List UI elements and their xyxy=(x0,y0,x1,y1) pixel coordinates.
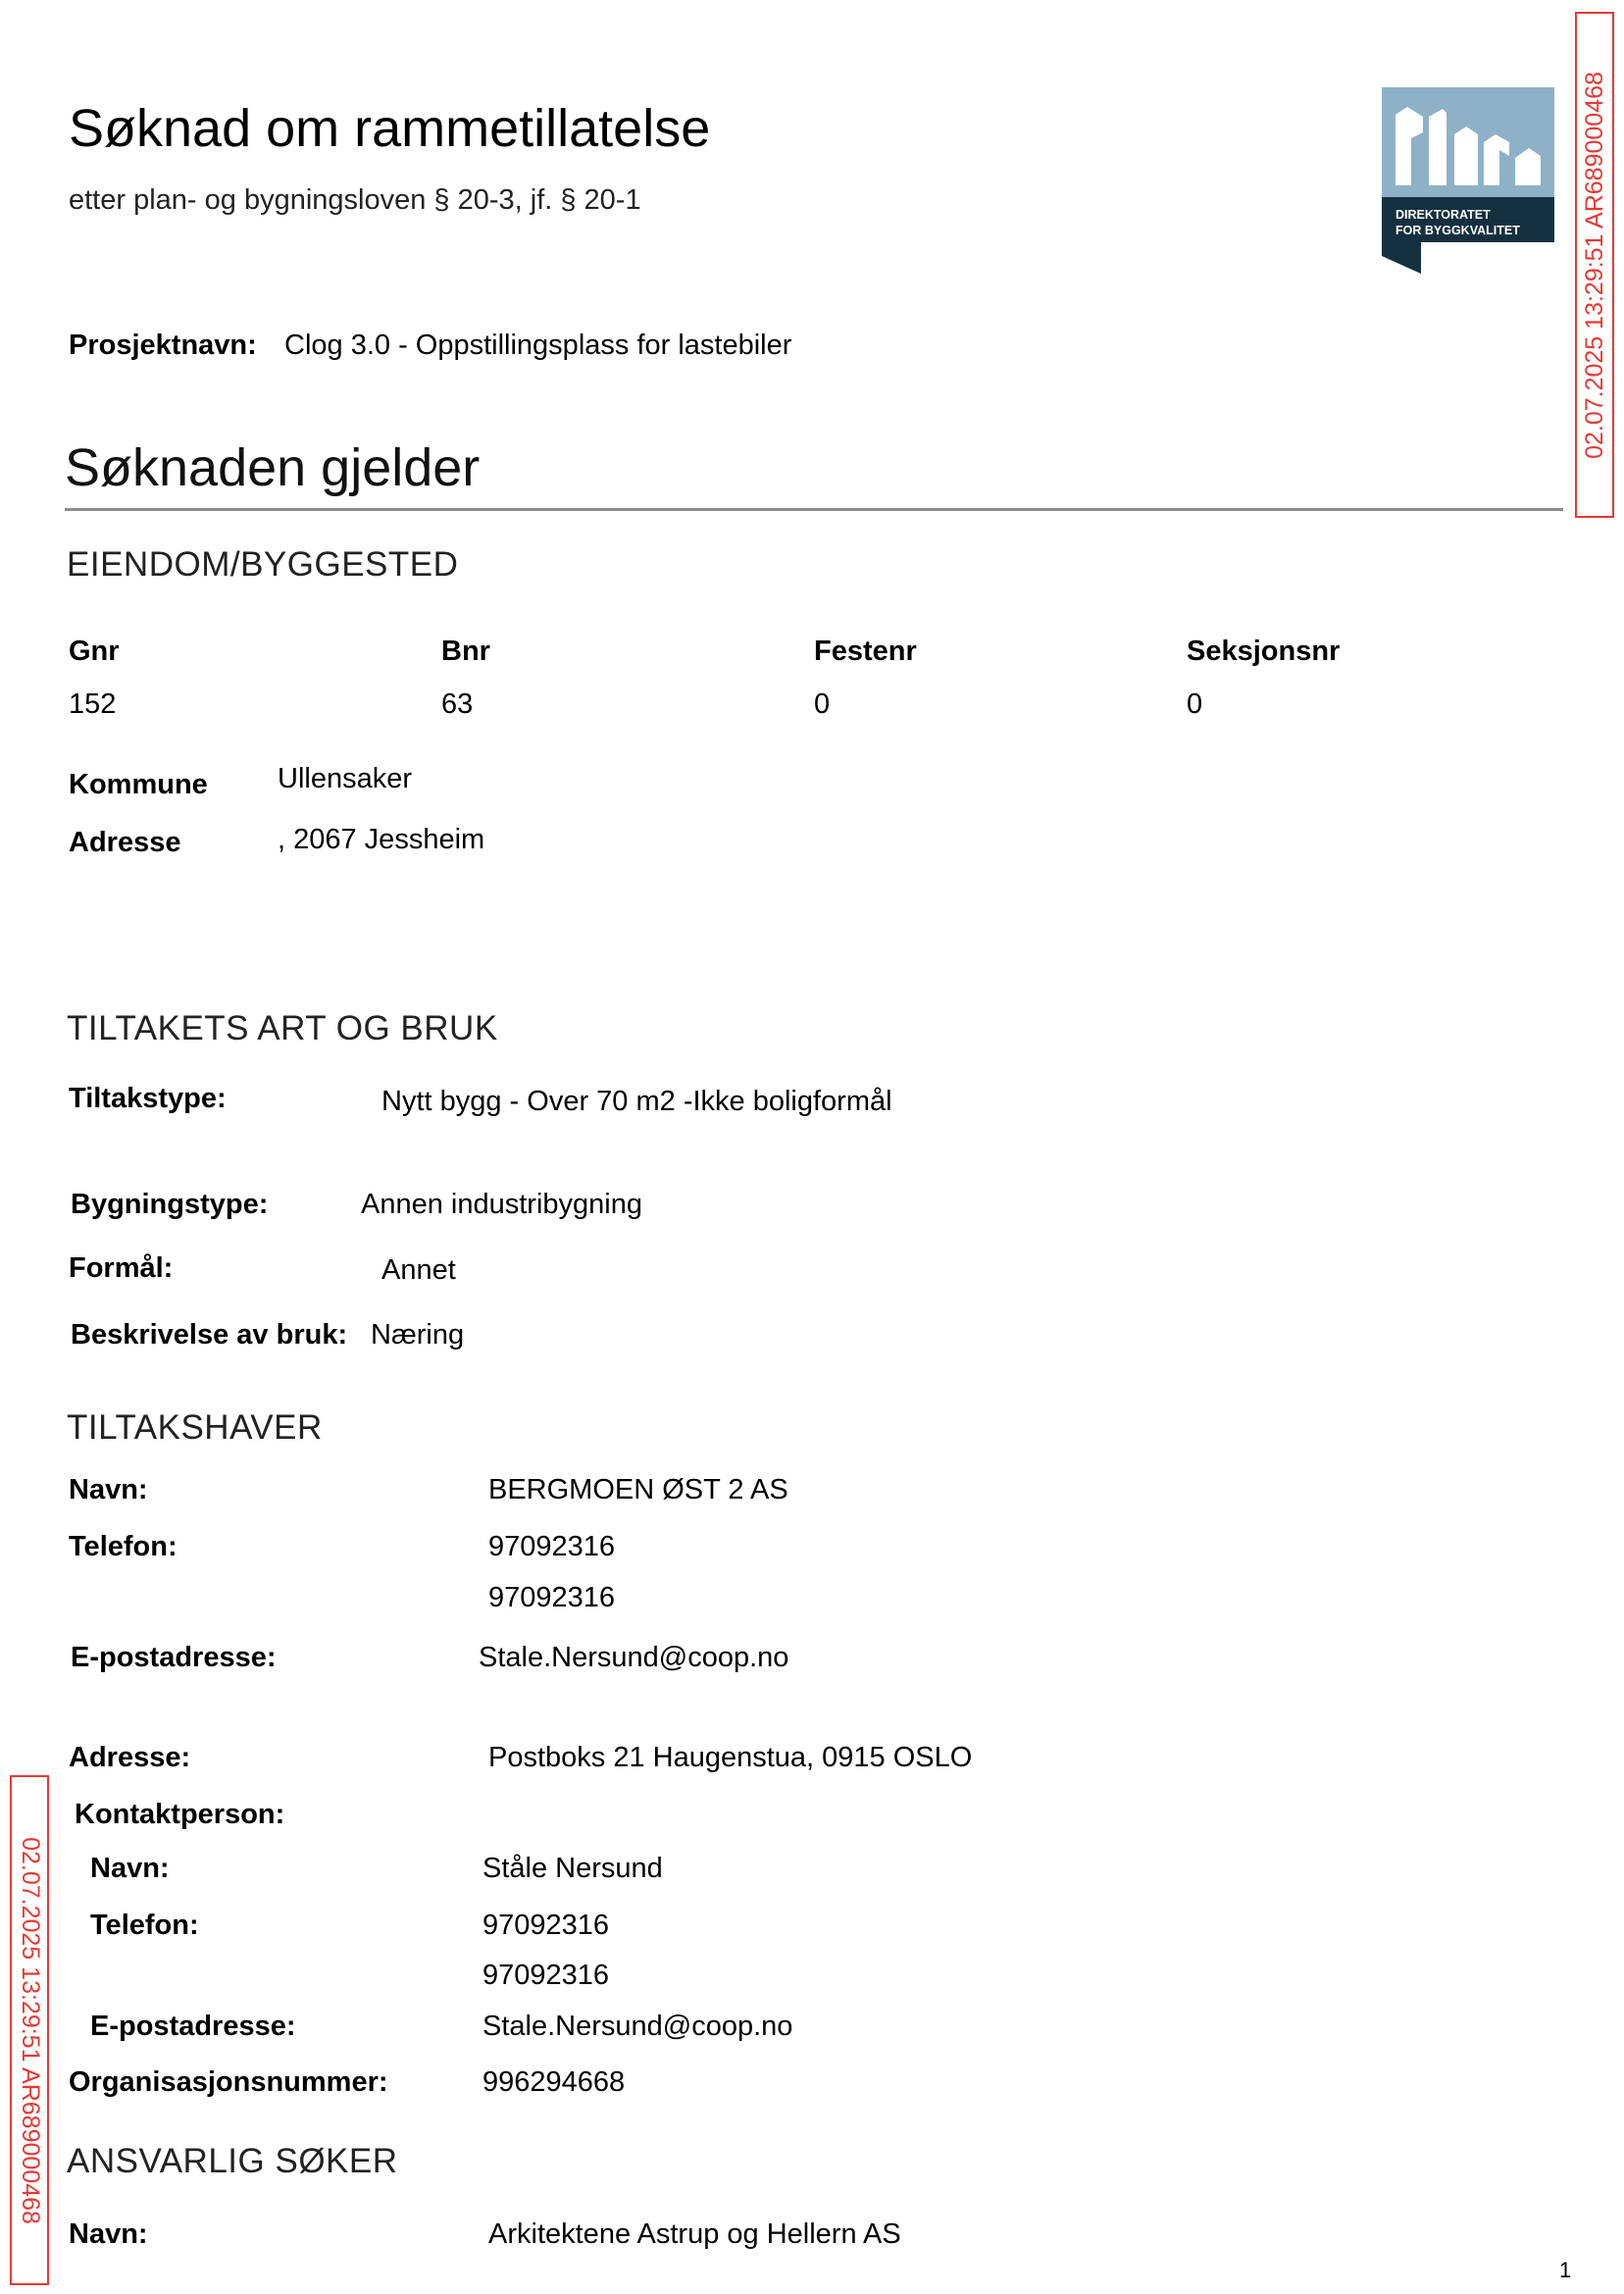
document-subtitle: etter plan- og bygningsloven § 20-3, jf. § 20-1 xyxy=(69,184,641,216)
tiltakshaver-heading: TILTAKSHAVER xyxy=(67,1408,323,1447)
seksjonsnr-label: Seksjonsnr xyxy=(1187,636,1341,667)
kontaktperson-label: Kontaktperson: xyxy=(75,1799,285,1830)
formal-label: Formål: xyxy=(69,1252,174,1284)
kontaktperson-telefon-label: Telefon: xyxy=(90,1910,199,1941)
tiltakshaver-epost-label: E-postadresse: xyxy=(71,1642,277,1673)
tiltakshaver-adresse-label: Adresse: xyxy=(69,1742,191,1773)
tiltak-heading: TILTAKETS ART OG BRUK xyxy=(67,1009,498,1047)
kontaktperson-epost-value: Stale.Nersund@coop.no xyxy=(482,2011,793,2042)
tiltakshaver-epost-value: Stale.Nersund@coop.no xyxy=(479,1642,789,1673)
kommune-label: Kommune xyxy=(69,769,208,800)
tiltakshaver-adresse-value: Postboks 21 Haugenstua, 0915 OSLO xyxy=(488,1742,973,1773)
logo-text-line1: DIREKTORATET xyxy=(1396,208,1491,222)
festenr-label: Festenr xyxy=(814,636,917,667)
tiltakshaver-telefon-value-2: 97092316 xyxy=(488,1582,616,1613)
eiendom-heading: EIENDOM/BYGGESTED xyxy=(67,545,459,584)
logo-text-line2: FOR BYGGKVALITET xyxy=(1396,224,1520,237)
festenr-value: 0 xyxy=(814,688,831,720)
tiltakshaver-navn-value: BERGMOEN ØST 2 AS xyxy=(488,1474,788,1505)
received-stamp-top xyxy=(1575,12,1614,518)
ansvarlig-navn-label: Navn: xyxy=(69,2218,148,2250)
tiltakstype-value: Nytt bygg - Over 70 m2 -Ikke boligformål xyxy=(381,1086,892,1117)
kontaktperson-telefon-value: 97092316 xyxy=(482,1910,610,1941)
gnr-value: 152 xyxy=(69,688,117,720)
formal-value: Annet xyxy=(381,1254,456,1286)
bruk-value: Næring xyxy=(371,1319,465,1351)
project-name: Clog 3.0 - Oppstillingsplass for lastebiler xyxy=(284,330,792,361)
adresse-label: Adresse xyxy=(69,827,181,858)
kontaktperson-epost-label: E-postadresse: xyxy=(90,2011,296,2042)
project-label: Prosjektnavn: xyxy=(69,330,257,361)
bnr-label: Bnr xyxy=(441,636,490,667)
kommune-value: Ullensaker xyxy=(278,763,412,794)
tiltakshaver-navn-label: Navn: xyxy=(69,1474,148,1505)
ansvarlig-navn-value: Arkitektene Astrup og Hellern AS xyxy=(488,2218,901,2250)
bygningstype-label: Bygningstype: xyxy=(71,1189,269,1220)
section-title: Søknaden gjelder xyxy=(65,438,481,497)
bruk-label: Beskrivelse av bruk: xyxy=(71,1319,348,1351)
received-stamp-bottom xyxy=(10,1775,49,2285)
tiltakshaver-telefon-value: 97092316 xyxy=(488,1531,616,1562)
stamp-text: 02.07.2025 13:29:51 AR689000468 xyxy=(1580,71,1608,459)
section-divider xyxy=(65,508,1563,511)
kontaktperson-telefon-value-2: 97092316 xyxy=(482,1960,610,1991)
gnr-label: Gnr xyxy=(69,636,120,667)
dibk-logo xyxy=(1382,87,1554,279)
tiltakstype-label: Tiltakstype: xyxy=(69,1083,227,1114)
adresse-value: , 2067 Jessheim xyxy=(278,824,485,855)
page-number: 1 xyxy=(1559,2258,1572,2282)
kontaktperson-navn-label: Navn: xyxy=(90,1853,170,1884)
seksjonsnr-value: 0 xyxy=(1187,688,1203,720)
bnr-value: 63 xyxy=(441,688,474,720)
ansvarlig-heading: ANSVARLIG SØKER xyxy=(67,2142,398,2180)
kontaktperson-navn-value: Ståle Nersund xyxy=(482,1853,663,1884)
stamp-text: 02.07.2025 13:29:51 AR689000468 xyxy=(16,1836,44,2224)
orgnr-label: Organisasjonsnummer: xyxy=(69,2066,388,2098)
orgnr-value: 996294668 xyxy=(482,2066,626,2098)
tiltakshaver-telefon-label: Telefon: xyxy=(69,1531,178,1562)
document-title: Søknad om rammetillatelse xyxy=(69,99,711,158)
bygningstype-value: Annen industribygning xyxy=(361,1189,642,1220)
